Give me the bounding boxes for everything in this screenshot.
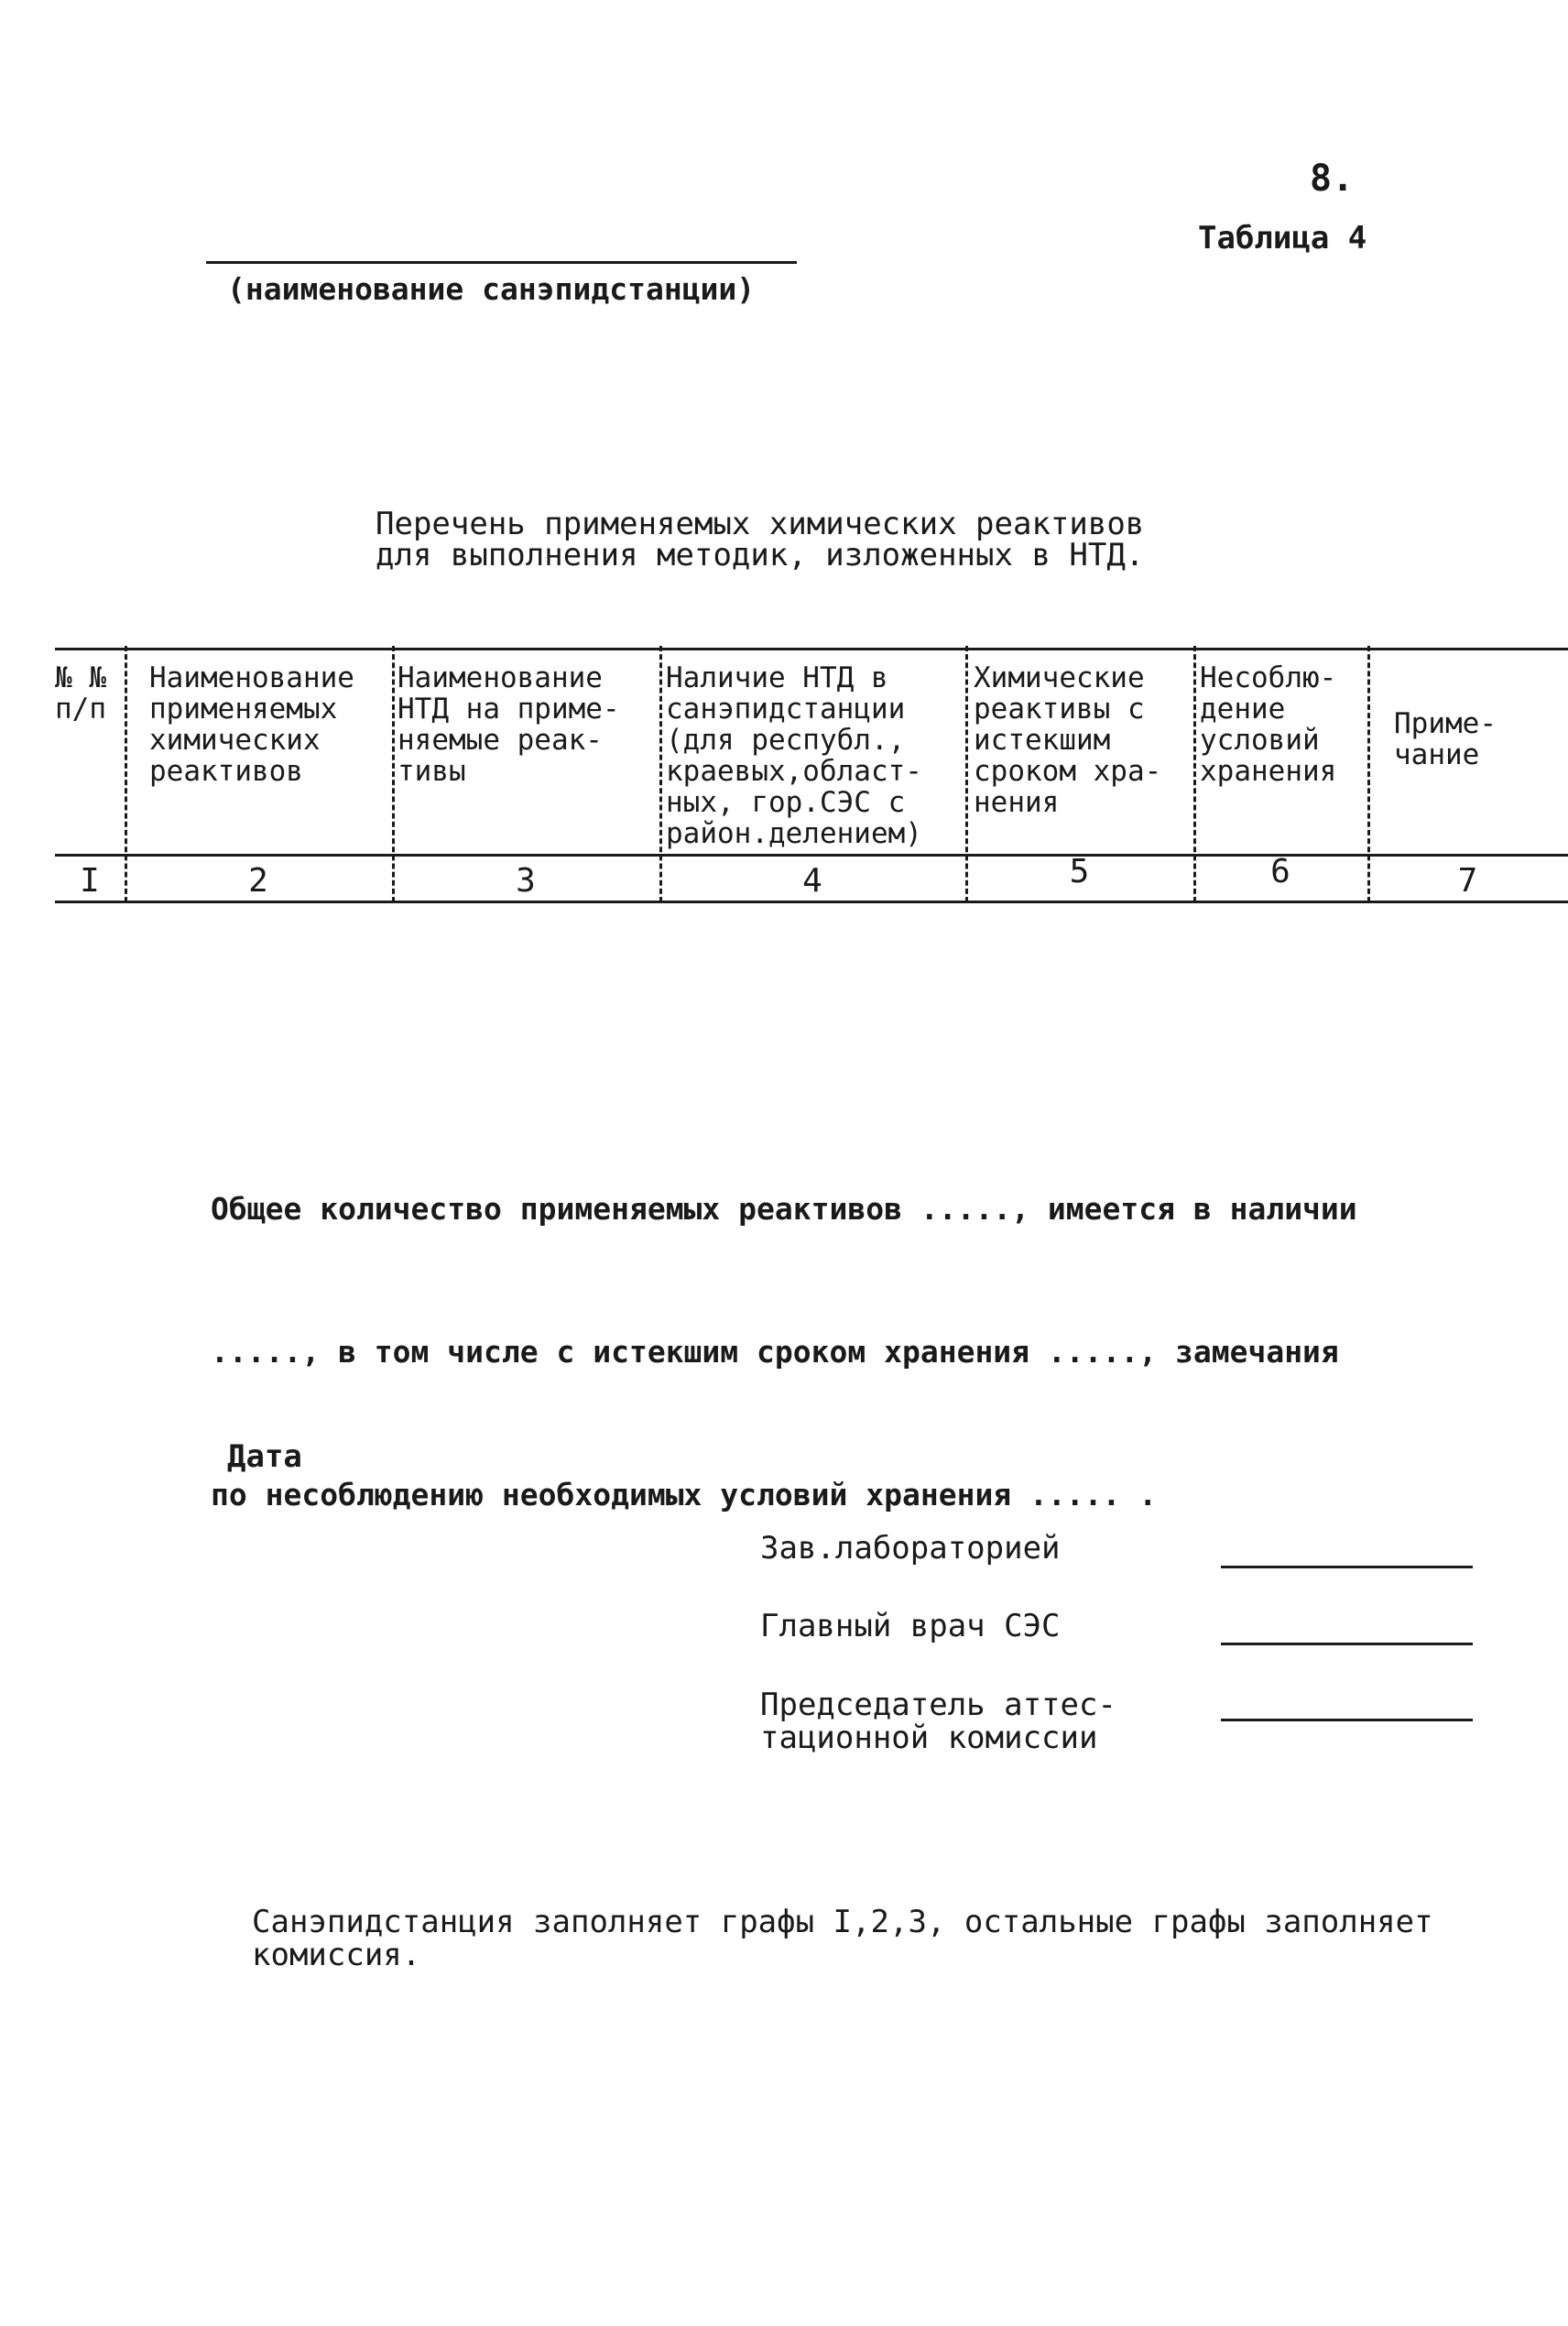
lab-head-signature-line <box>1221 1566 1473 1568</box>
column-number: 5 <box>1069 853 1090 890</box>
organization-name-line <box>206 261 797 264</box>
document-title-line-1: Перечень применяемых химических реактивов <box>376 506 1145 542</box>
summary-line-3: по несоблюдению необходимых условий хранения ..... . <box>211 1477 1158 1512</box>
header-expired-reagents: Химические реактивы с истекшим сроком хра- нения <box>974 661 1162 819</box>
column-number: 3 <box>516 862 536 900</box>
header-ntd-name: Наименование НТД на приме- няемые реак- тивы <box>397 661 620 788</box>
column-number: 7 <box>1457 862 1478 900</box>
commission-chair-signature-line <box>1221 1719 1473 1721</box>
column-number: 2 <box>248 862 268 900</box>
organization-caption: (наименование санэпидстанции) <box>227 271 756 307</box>
page-number: 8. <box>1310 158 1355 200</box>
table-top-rule <box>55 648 1568 650</box>
summary-line-2: ....., в том числе с истекшим сроком хранения ....., замечания <box>211 1334 1339 1370</box>
chief-doctor-signature-line <box>1221 1643 1473 1645</box>
header-note: Приме- чание <box>1394 707 1497 771</box>
column-number: 4 <box>802 862 822 900</box>
document-title <box>376 508 1144 571</box>
commission-chair-label: Председатель аттес- тационной комиссии <box>760 1687 1116 1756</box>
reagents-table <box>55 646 1568 902</box>
header-reagent-name: Наименование применяемых химических реактивов <box>149 661 354 788</box>
table-bottom-rule <box>55 901 1568 903</box>
header-row-number: № № п/п <box>55 661 106 726</box>
column-number: I <box>80 862 100 900</box>
header-ntd-availability: Наличие НТД в санэпидстанции (для республ., краевых,област- ных, гор.СЭС с район.делением) <box>666 661 922 850</box>
footnote: Санэпидстанция заполняет графы I,2,3, остальные графы заполняет комиссия. <box>252 1904 1433 1973</box>
lab-head-label: Зав.лабораторией <box>760 1530 1061 1567</box>
column-number: 6 <box>1270 853 1290 890</box>
table-label: Таблица 4 <box>1198 220 1367 257</box>
document-title-line-2: для выполнения методик, изложенных в НТД. <box>376 537 1145 573</box>
chief-doctor-label: Главный врач СЭС <box>760 1608 1061 1644</box>
date-label: Дата <box>227 1438 302 1475</box>
header-storage-violation: Несоблю- дение условий хранения <box>1200 661 1337 788</box>
summary-paragraph <box>211 1090 1493 1567</box>
summary-line-1: Общее количество применяемых реактивов ....., имеется в наличии <box>211 1191 1357 1227</box>
